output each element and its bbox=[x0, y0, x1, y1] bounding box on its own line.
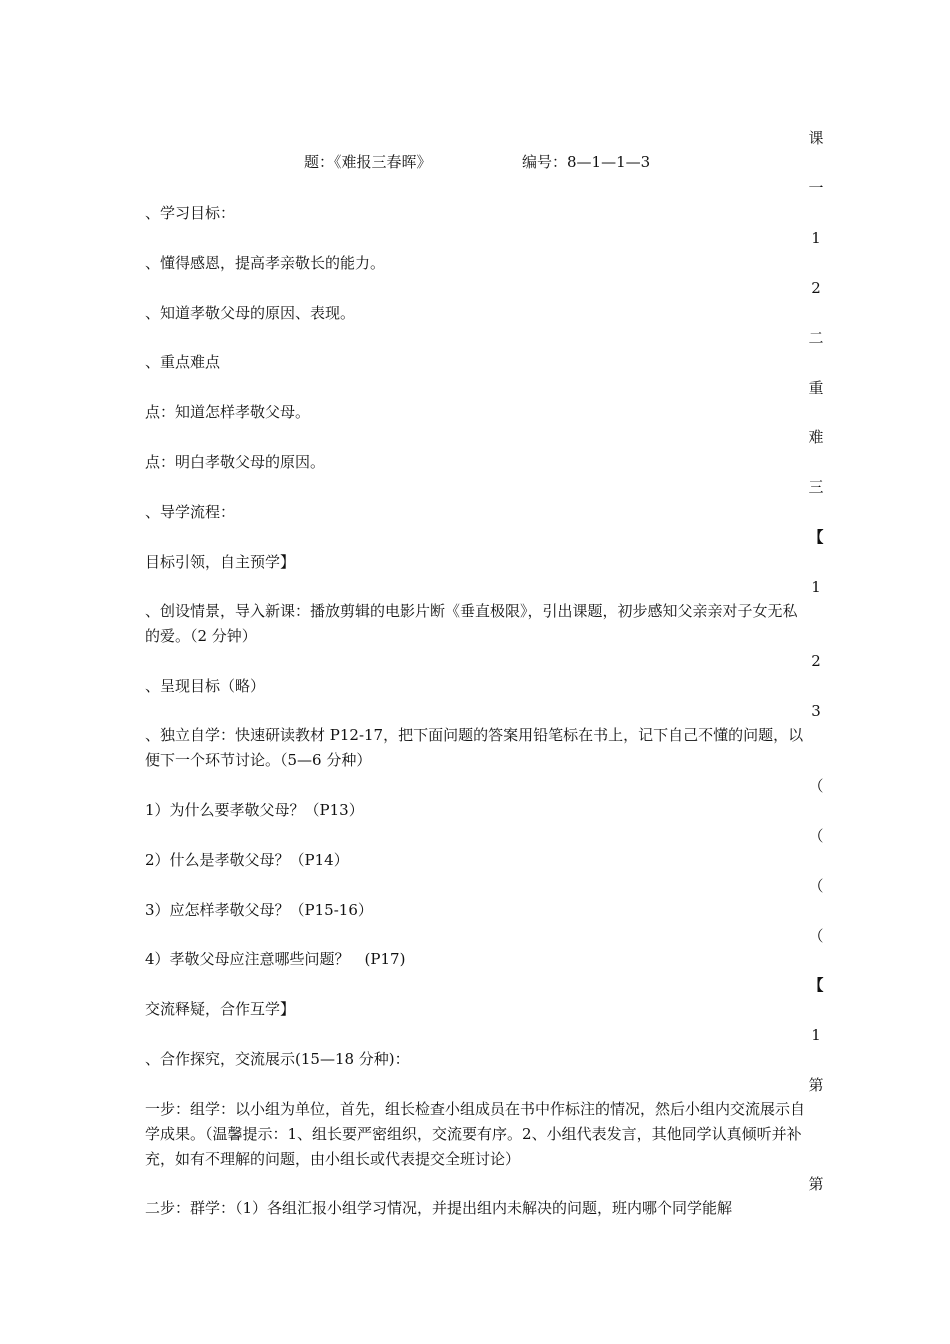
margin-char: 3 bbox=[811, 702, 821, 720]
margin-char: （ bbox=[808, 877, 824, 895]
text-paragraph: 一步：组学：以小组为单位，首先，组长检查小组成员在书中作标注的情况，然后小组内交流展示自学成果。（温馨提示：1、组长要严密组织，交流要有序。2、小组代表发言，其他同学认真倾听并补充，如有不理解的问题，由小组长或代表提交全班讨论） bbox=[145, 1100, 806, 1168]
text-line: 点：知道怎样孝敬父母。 bbox=[145, 403, 311, 421]
margin-char: 1 bbox=[811, 578, 821, 596]
subsection-heading: 交流释疑，合作互学】 bbox=[145, 1000, 296, 1018]
question-item: 2）什么是孝敬父母？（P14） bbox=[145, 851, 349, 869]
margin-char: 2 bbox=[811, 652, 821, 670]
section-heading: 、导学流程： bbox=[145, 503, 236, 521]
margin-char: 难 bbox=[808, 428, 824, 446]
margin-char: 重 bbox=[808, 379, 824, 397]
margin-char: 二 bbox=[808, 329, 824, 347]
lesson-title: 题：《难报三春晖》 bbox=[304, 153, 432, 171]
text-paragraph: 、独立自学：快速研读教材 P12-17，把下面问题的答案用铅笔标在书上，记下自己不懂的问题，以便下一个环节讨论。（5—6 分种） bbox=[145, 726, 804, 769]
margin-char: （ bbox=[808, 827, 824, 845]
text-line: 、合作探究，交流展示(15—18 分种)： bbox=[145, 1050, 410, 1068]
margin-char: 2 bbox=[811, 279, 821, 297]
section-heading: 、重点难点 bbox=[145, 353, 221, 371]
lesson-code: 编号：8—1—1—3 bbox=[522, 153, 651, 171]
margin-char: 1 bbox=[811, 1026, 821, 1044]
question-item: 4）孝敬父母应注意哪些问题？ (P17) bbox=[145, 950, 406, 968]
section-heading: 、学习目标： bbox=[145, 204, 236, 222]
margin-char: 【 bbox=[808, 976, 824, 994]
text-line: 二步：群学：（1）各组汇报小组学习情况，并提出组内未解决的问题，班内哪个同学能解 bbox=[145, 1199, 733, 1217]
margin-char: 三 bbox=[808, 478, 824, 496]
subsection-heading: 目标引领，自主预学】 bbox=[145, 553, 296, 571]
text-line: 、知道孝敬父母的原因、表现。 bbox=[145, 304, 356, 322]
text-line: 、呈现目标（略） bbox=[145, 677, 266, 695]
margin-char: 第 bbox=[808, 1175, 824, 1193]
margin-char: （ bbox=[808, 927, 824, 945]
margin-char: （ bbox=[808, 777, 824, 795]
margin-char: 第 bbox=[808, 1076, 824, 1094]
margin-char: 一 bbox=[808, 179, 824, 197]
question-item: 1）为什么要孝敬父母？（P13） bbox=[145, 801, 364, 819]
question-item: 3）应怎样孝敬父母？（P15-16） bbox=[145, 901, 373, 919]
margin-char: 【 bbox=[808, 528, 824, 546]
text-paragraph: 、创设情景，导入新课：播放剪辑的电影片断《垂直极限》，引出课题，初步感知父亲亲对子女无私的爱。（2 分钟） bbox=[145, 602, 798, 645]
text-line: 点：明白孝敬父母的原因。 bbox=[145, 453, 326, 471]
margin-char: 课 bbox=[808, 129, 824, 147]
margin-char: 1 bbox=[811, 229, 821, 247]
text-line: 、懂得感恩，提高孝亲敬长的能力。 bbox=[145, 254, 386, 272]
